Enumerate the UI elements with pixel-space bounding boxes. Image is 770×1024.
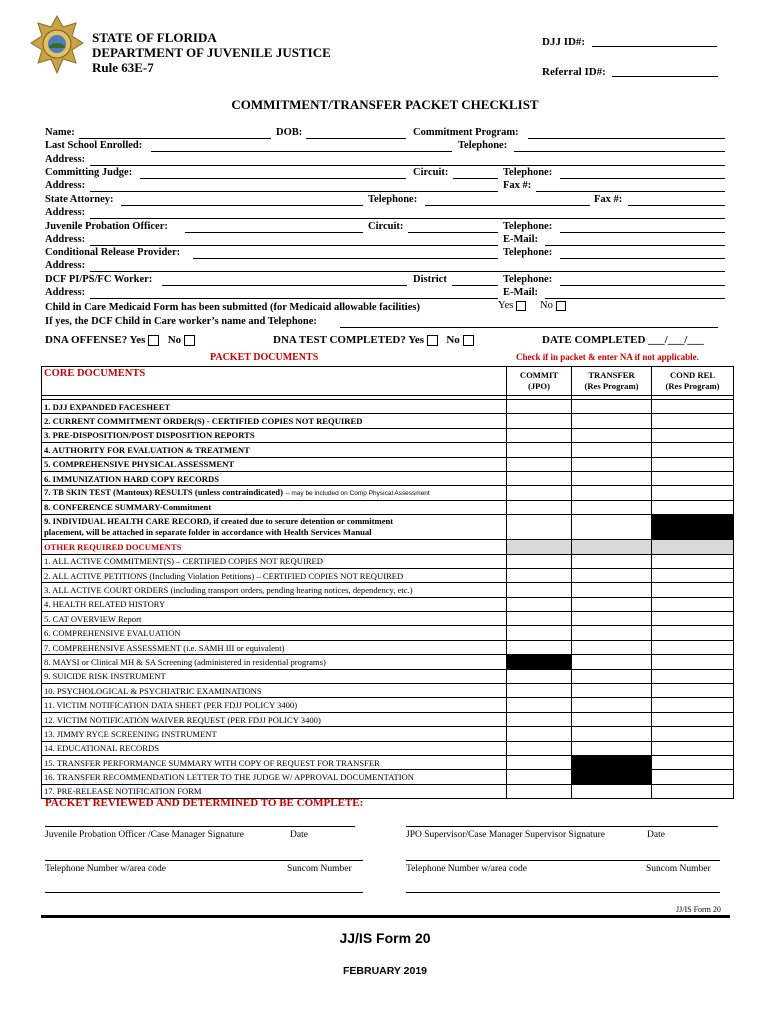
other-16-condrel-cell[interactable] — [652, 770, 734, 784]
sa-fax-field[interactable] — [628, 205, 725, 206]
other-item-label: 12. VICTIM NOTIFICATION WAIVER REQUEST (PER FDJJ POLICY 3400) — [42, 712, 507, 726]
other-6-condrel-cell[interactable] — [652, 626, 734, 640]
core-2-transfer-cell[interactable] — [572, 414, 652, 428]
other-11-condrel-cell[interactable] — [652, 698, 734, 712]
other-2-condrel-cell[interactable] — [652, 568, 734, 582]
rule-label: Rule 63E-7 — [92, 60, 154, 75]
core-item-9-row — [42, 515, 734, 540]
core-1-condrel-cell[interactable] — [652, 400, 734, 414]
condrel-column-header: COND REL (Res Program) — [652, 367, 734, 396]
jpo-suncom-line[interactable] — [45, 892, 363, 893]
dna-test-label — [273, 334, 474, 346]
other-item-label: 4. HEALTH RELATED HISTORY — [42, 597, 507, 611]
other-item-label: 7. COMPREHENSIVE ASSESSMENT (i.e. SAMH III or equivalent) — [42, 640, 507, 654]
core-item-row — [42, 486, 734, 500]
school-telephone-field[interactable] — [514, 151, 725, 152]
other-17-commit-cell[interactable] — [507, 784, 572, 798]
dna-offense-text: DNA OFFENSE? Yes — [45, 334, 146, 346]
commitment-program-label: Commitment Program: — [413, 127, 519, 138]
core-8-transfer-cell[interactable] — [572, 500, 652, 514]
other-7-commit-cell[interactable] — [507, 640, 572, 654]
footer-divider — [41, 915, 730, 918]
djj-id-field[interactable] — [592, 46, 717, 47]
jpo-field[interactable] — [185, 232, 363, 233]
medicaid-no-label: No — [540, 300, 553, 311]
jpo-address-label: Address: — [45, 234, 86, 245]
cond-release-provider-field[interactable] — [193, 258, 498, 259]
core-documents-body — [42, 400, 734, 515]
other-2-commit-cell[interactable] — [507, 568, 572, 582]
core-9-condrel-cell — [652, 515, 734, 540]
name-field[interactable] — [79, 138, 271, 139]
district-field[interactable] — [452, 285, 498, 286]
form-date: FEBRUARY 2019 — [342, 965, 428, 977]
dcf-email-label: E-Mail: — [503, 287, 538, 298]
name-label: Name: — [45, 127, 75, 138]
form-number: JJ/IS Form 20 — [339, 930, 431, 946]
other-12-commit-cell[interactable] — [507, 712, 572, 726]
other-5-transfer-cell[interactable] — [572, 612, 652, 626]
other-item-label: 6. COMPREHENSIVE EVALUATION — [42, 626, 507, 640]
judge-address-label: Address: — [45, 180, 86, 191]
other-14-condrel-cell[interactable] — [652, 741, 734, 755]
other-13-transfer-cell[interactable] — [572, 727, 652, 741]
core-item-label: 1. DJJ EXPANDED FACESHEET — [42, 400, 507, 414]
other-3-condrel-cell[interactable] — [652, 583, 734, 597]
other-8-commit-cell — [507, 655, 572, 669]
state-attorney-label: State Attorney: — [45, 194, 114, 205]
other-9-condrel-cell[interactable] — [652, 669, 734, 683]
core-9-commit-cell[interactable] — [507, 515, 572, 540]
other-4-commit-cell[interactable] — [507, 597, 572, 611]
other-item-row — [42, 568, 734, 582]
other-11-commit-cell[interactable] — [507, 698, 572, 712]
jpo-signature-label: Juvenile Probation Officer /Case Manager Signature — [45, 830, 245, 840]
core-item-row — [42, 443, 734, 457]
other-8-transfer-cell[interactable] — [572, 655, 652, 669]
crp-telephone-field[interactable] — [560, 258, 725, 259]
cond-release-provider-label: Conditional Release Provider: — [45, 247, 181, 258]
dcf-address-label: Address: — [45, 287, 86, 298]
other-10-condrel-cell[interactable] — [652, 684, 734, 698]
jpo-email-label: E-Mail: — [503, 234, 538, 245]
core-2-condrel-cell[interactable] — [652, 414, 734, 428]
other-10-commit-cell[interactable] — [507, 684, 572, 698]
core-item-label: 7. TB SKIN TEST (Mantoux) RESULTS (unless contraindicated) – may be included on Comp Physical Assessment — [42, 486, 507, 500]
packet-reviewed-label: PACKET REVIEWED AND DETERMINED TO BE COMPLETE: — [45, 797, 364, 809]
other-13-condrel-cell[interactable] — [652, 727, 734, 741]
other-6-commit-cell[interactable] — [507, 626, 572, 640]
core-item-label: 4. AUTHORITY FOR EVALUATION & TREATMENT — [42, 443, 507, 457]
other-11-transfer-cell[interactable] — [572, 698, 652, 712]
other-item-row — [42, 626, 734, 640]
other-9-commit-cell[interactable] — [507, 669, 572, 683]
other-15-commit-cell[interactable] — [507, 755, 572, 769]
committing-judge-label: Committing Judge: — [45, 167, 133, 178]
medicaid-statement: Child in Care Medicaid Form has been submitted (for Medicaid allowable facilities) — [45, 302, 420, 313]
other-item-row — [42, 655, 734, 669]
dna-offense-yes-checkbox[interactable] — [148, 335, 159, 346]
supervisor-date-label: Date — [647, 830, 665, 840]
core-1-commit-cell[interactable] — [507, 400, 572, 414]
florida-seal-logo — [30, 15, 84, 75]
referral-id-label: Referral ID#: — [542, 66, 606, 78]
other-item-label: 13. JIMMY RYCE SCREENING INSTRUMENT — [42, 727, 507, 741]
transfer-column-header: TRANSFER (Res Program) — [572, 367, 652, 396]
core-item-label: 2. CURRENT COMMITMENT ORDER(S) - CERTIFIED COPIES NOT REQUIRED — [42, 414, 507, 428]
core-4-commit-cell[interactable] — [507, 443, 572, 457]
committing-judge-field[interactable] — [140, 178, 406, 179]
core-7-commit-cell[interactable] — [507, 486, 572, 500]
date-completed-label: DATE COMPLETED ___/___/___ — [542, 334, 704, 346]
other-17-transfer-cell[interactable] — [572, 784, 652, 798]
dna-test-text: DNA TEST COMPLETED? Yes — [273, 334, 425, 346]
dcf-telephone-label: Telephone: — [503, 274, 553, 285]
other-item-label: 1. ALL ACTIVE COMMITMENT(S) – CERTIFIED COPIES NOT REQUIRED — [42, 554, 507, 568]
crp-address-field[interactable] — [90, 271, 725, 272]
jpo-phone-line[interactable] — [45, 860, 363, 861]
core-5-transfer-cell[interactable] — [572, 457, 652, 471]
other-item-label: 2. ALL ACTIVE PETITIONS (Including Violation Petitions) – CERTIFIED COPIES NOT REQUIRED — [42, 568, 507, 582]
jpo-circuit-field[interactable] — [408, 232, 498, 233]
other-item-label: 17. PRE-RELEASE NOTIFICATION FORM — [42, 784, 507, 798]
other-item-row — [42, 640, 734, 654]
core-5-condrel-cell[interactable] — [652, 457, 734, 471]
other-7-transfer-cell[interactable] — [572, 640, 652, 654]
dcf-worker-field[interactable] — [162, 285, 407, 286]
other-item-row — [42, 727, 734, 741]
form-title: COMMITMENT/TRANSFER PACKET CHECKLIST — [231, 97, 539, 112]
medicaid-no-checkbox[interactable] — [556, 301, 566, 311]
core-6-condrel-cell[interactable] — [652, 471, 734, 485]
form-number-small: JJ/IS Form 20 — [676, 905, 721, 914]
other-required-heading: OTHER REQUIRED DOCUMENTS — [42, 540, 507, 554]
other-12-transfer-cell[interactable] — [572, 712, 652, 726]
other-5-commit-cell[interactable] — [507, 612, 572, 626]
other-item-row — [42, 554, 734, 568]
dcf-worker-label: DCF PI/PS/FC Worker: — [45, 274, 153, 285]
other-item-label: 9. SUICIDE RISK INSTRUMENT — [42, 669, 507, 683]
core-3-condrel-cell[interactable] — [652, 428, 734, 442]
core-8-condrel-cell[interactable] — [652, 500, 734, 514]
state-attorney-field[interactable] — [121, 205, 363, 206]
checklist-table — [41, 366, 734, 799]
other-item-label: 10. PSYCHOLOGICAL & PSYCHIATRIC EXAMINATIONS — [42, 684, 507, 698]
dna-test-no-label: No — [446, 334, 460, 346]
core-9-transfer-cell[interactable] — [572, 515, 652, 540]
core-6-commit-cell[interactable] — [507, 471, 572, 485]
core-item-row — [42, 471, 734, 485]
sa-telephone-field[interactable] — [425, 205, 590, 206]
referral-id-field[interactable] — [612, 76, 718, 77]
dcf-telephone-field[interactable] — [560, 285, 725, 286]
dna-offense-no-label: No — [167, 334, 182, 346]
school-telephone-label: Telephone: — [458, 140, 508, 151]
core-7-condrel-cell[interactable] — [652, 486, 734, 500]
core-7-transfer-cell[interactable] — [572, 486, 652, 500]
dcf-address-field[interactable] — [90, 298, 498, 299]
other-5-condrel-cell[interactable] — [652, 612, 734, 626]
core-2-commit-cell[interactable] — [507, 414, 572, 428]
core-item-label: 3. PRE-DISPOSITION/POST DISPOSITION REPORTS — [42, 428, 507, 442]
other-item-row — [42, 741, 734, 755]
other-8-condrel-cell[interactable] — [652, 655, 734, 669]
core-item-label: 6. IMMUNIZATION HARD COPY RECORDS — [42, 471, 507, 485]
last-school-label: Last School Enrolled: — [45, 140, 143, 151]
other-9-transfer-cell[interactable] — [572, 669, 652, 683]
other-4-condrel-cell[interactable] — [652, 597, 734, 611]
other-item-row — [42, 612, 734, 626]
sa-telephone-label: Telephone: — [368, 194, 418, 205]
core-item-row — [42, 400, 734, 414]
judge-telephone-field[interactable] — [560, 178, 725, 179]
core-item-row — [42, 428, 734, 442]
other-12-condrel-cell[interactable] — [652, 712, 734, 726]
other-item-label: 14. EDUCATIONAL RECORDS — [42, 741, 507, 755]
department-heading: DEPARTMENT OF JUVENILE JUSTICE — [92, 45, 331, 60]
state-heading: STATE OF FLORIDA — [92, 30, 217, 45]
other-item-label: 5. CAT OVERVIEW Report — [42, 612, 507, 626]
table-header-row — [42, 367, 734, 396]
supervisor-signature-label: JPO Supervisor/Case Manager Supervisor Signature — [406, 830, 605, 840]
address-label: Address: — [45, 154, 86, 165]
other-1-condrel-cell[interactable] — [652, 554, 734, 568]
dcf-worker-name-field[interactable] — [340, 327, 718, 328]
other-16-transfer-cell — [572, 770, 652, 784]
jpo-signature-line[interactable] — [45, 826, 355, 827]
core-item-row — [42, 414, 734, 428]
other-item-row — [42, 669, 734, 683]
jpo-email-field[interactable] — [545, 245, 725, 246]
crp-address-label: Address: — [45, 260, 86, 271]
core-3-transfer-cell[interactable] — [572, 428, 652, 442]
dna-offense-no-checkbox[interactable] — [184, 335, 195, 346]
core-8-commit-cell[interactable] — [507, 500, 572, 514]
other-item-row — [42, 597, 734, 611]
jpo-telephone-label: Telephone: — [503, 221, 553, 232]
other-item-label: 11. VICTIM NOTIFICATION DATA SHEET (PER FDJJ POLICY 3400) — [42, 698, 507, 712]
supervisor-suncom-label: Suncom Number — [646, 864, 711, 874]
core-1-transfer-cell[interactable] — [572, 400, 652, 414]
supervisor-suncom-line[interactable] — [406, 892, 720, 893]
other-item-label: 16. TRANSFER RECOMMENDATION LETTER TO THE JUDGE W/ APPROVAL DOCUMENTATION — [42, 770, 507, 784]
other-1-commit-cell[interactable] — [507, 554, 572, 568]
other-3-transfer-cell[interactable] — [572, 583, 652, 597]
other-15-condrel-cell[interactable] — [652, 755, 734, 769]
supervisor-phone-line[interactable] — [406, 860, 720, 861]
dna-test-no-checkbox[interactable] — [463, 335, 474, 346]
judge-address-field[interactable] — [90, 191, 498, 192]
jpo-suncom-label: Suncom Number — [287, 864, 352, 874]
core-item-label: 5. COMPREHENSIVE PHYSICAL ASSESSMENT — [42, 457, 507, 471]
other-1-transfer-cell[interactable] — [572, 554, 652, 568]
dcf-worker-name-label: If yes, the DCF Child in Care worker’s name and Telephone: — [45, 316, 317, 327]
check-note: Check if in packet & enter NA if not applicable. — [516, 352, 699, 362]
other-required-heading-row — [42, 540, 734, 554]
judge-fax-field[interactable] — [536, 191, 725, 192]
other-14-transfer-cell[interactable] — [572, 741, 652, 755]
medicaid-yes[interactable] — [498, 300, 526, 311]
sa-address-field[interactable] — [90, 218, 725, 219]
other-item-row — [42, 684, 734, 698]
other-10-transfer-cell[interactable] — [572, 684, 652, 698]
jpo-circuit-label: Circuit: — [368, 221, 404, 232]
core-4-condrel-cell[interactable] — [652, 443, 734, 457]
other-3-commit-cell[interactable] — [507, 583, 572, 597]
other-2-transfer-cell[interactable] — [572, 568, 652, 582]
other-item-row — [42, 583, 734, 597]
other-7-condrel-cell[interactable] — [652, 640, 734, 654]
other-item-row — [42, 770, 734, 784]
judge-telephone-label: Telephone: — [503, 167, 553, 178]
last-school-field[interactable] — [151, 151, 452, 152]
djj-id-label: DJJ ID#: — [542, 36, 586, 48]
other-documents-body — [42, 554, 734, 799]
dob-field[interactable] — [306, 138, 406, 139]
dna-offense-label — [45, 334, 195, 346]
other-6-transfer-cell[interactable] — [572, 626, 652, 640]
other-item-row — [42, 755, 734, 769]
other-15-transfer-cell — [572, 755, 652, 769]
core-item-row — [42, 457, 734, 471]
core-3-commit-cell[interactable] — [507, 428, 572, 442]
supervisor-phone-label: Telephone Number w/area code — [406, 864, 527, 874]
medicaid-yes-label: Yes — [498, 300, 514, 311]
core-4-transfer-cell[interactable] — [572, 443, 652, 457]
sa-address-label: Address: — [45, 207, 86, 218]
core-5-commit-cell[interactable] — [507, 457, 572, 471]
jpo-phone-label: Telephone Number w/area code — [45, 864, 166, 874]
judge-circuit-label: Circuit: — [413, 167, 449, 178]
medicaid-yes-checkbox[interactable] — [516, 301, 526, 311]
judge-fax-label: Fax #: — [503, 180, 532, 191]
core-item-row — [42, 500, 734, 514]
dna-test-yes-checkbox[interactable] — [427, 335, 438, 346]
address-field[interactable] — [90, 165, 725, 166]
core-6-transfer-cell[interactable] — [572, 471, 652, 485]
core-item-9: 9. INDIVIDUAL HEALTH CARE RECORD, if created due to secure detention or commitment placement, will be attached in separate folder in accordance with Health Services Manual — [42, 515, 507, 540]
jpo-telephone-field[interactable] — [560, 232, 725, 233]
jpo-date-label: Date — [290, 830, 308, 840]
other-17-condrel-cell[interactable] — [652, 784, 734, 798]
jpo-label: Juvenile Probation Officer: — [45, 221, 168, 232]
commit-column-header: COMMIT (JPO) — [507, 367, 572, 396]
other-item-label: 8. MAYSI or Clinical MH & SA Screening (administered in residential programs) — [42, 655, 507, 669]
district-label: District — [413, 274, 447, 285]
other-item-label: 3. ALL ACTIVE COURT ORDERS (including transport orders, pending hearing notices, dependency, etc.) — [42, 583, 507, 597]
other-4-transfer-cell[interactable] — [572, 597, 652, 611]
commitment-program-field[interactable] — [528, 138, 725, 139]
sa-fax-label: Fax #: — [594, 194, 623, 205]
other-item-row — [42, 698, 734, 712]
dcf-email-field[interactable] — [545, 298, 725, 299]
tb-note: – may be included on Comp Physical Assessment — [285, 490, 430, 498]
packet-documents-heading: PACKET DOCUMENTS — [210, 352, 319, 363]
jpo-address-field[interactable] — [90, 245, 498, 246]
other-16-commit-cell[interactable] — [507, 770, 572, 784]
supervisor-signature-line[interactable] — [406, 826, 718, 827]
other-13-commit-cell[interactable] — [507, 727, 572, 741]
core-item-label: 8. CONFERENCE SUMMARY-Commitment — [42, 500, 507, 514]
other-14-commit-cell[interactable] — [507, 741, 572, 755]
other-item-row — [42, 712, 734, 726]
dob-label: DOB: — [276, 127, 303, 138]
medicaid-no[interactable] — [540, 300, 566, 311]
judge-circuit-field[interactable] — [453, 178, 498, 179]
other-item-label: 15. TRANSFER PERFORMANCE SUMMARY WITH COPY OF REQUEST FOR TRANSFER — [42, 755, 507, 769]
core-documents-heading: CORE DOCUMENTS — [42, 367, 507, 396]
crp-telephone-label: Telephone: — [503, 247, 553, 258]
